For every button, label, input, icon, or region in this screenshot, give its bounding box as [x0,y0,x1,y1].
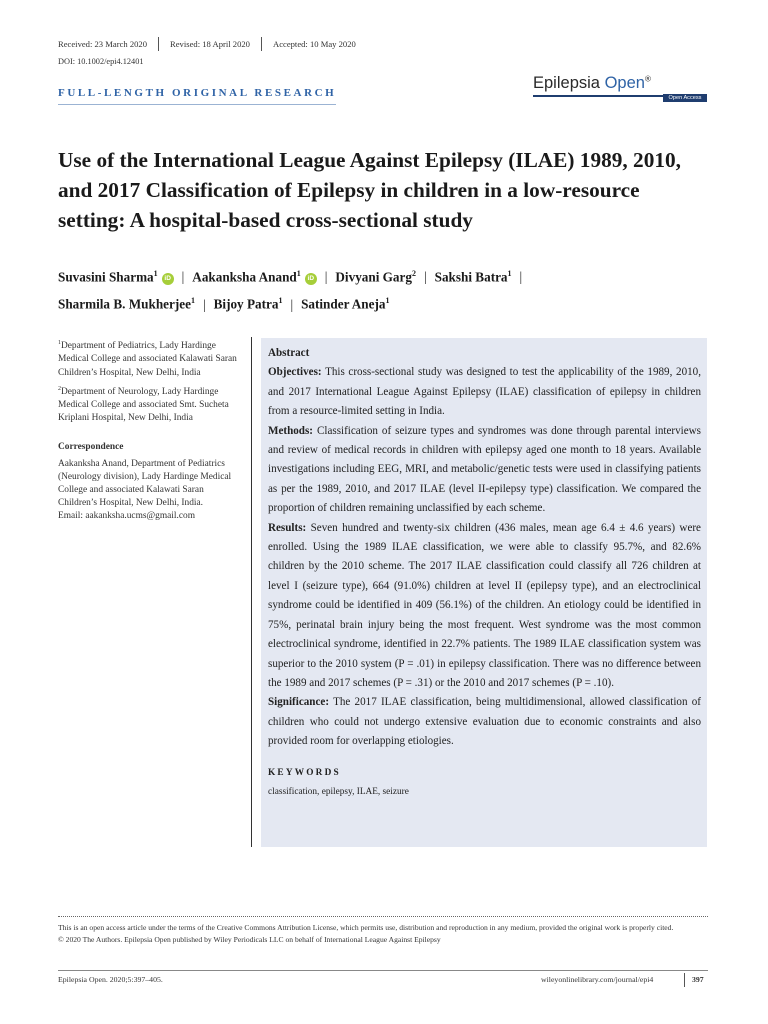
author-affiliation-number: 1 [278,296,283,306]
divider [261,37,262,51]
author-name[interactable]: Bijoy Patra [213,296,279,312]
journal-citation: Epilepsia Open. 2020;5:397–405. [58,975,163,984]
author-name[interactable]: Sharmila B. Mukherjee [58,296,191,312]
copyright-text: © 2020 The Authors. Epilepsia Open published by Wiley Periodicals LLC on behalf of International League Against Epilepsy [58,935,441,945]
author-separator: | [290,296,294,312]
correspondence-text: Aakanksha Anand, Department of Pediatrics (Neurology division), Lady Hardinge Medical College and associated Kalawati Saran Children’s Hospital, New Delhi, India. [58,458,232,509]
results-label: Results: [268,521,307,534]
footer-rule [58,970,708,971]
correspondence-email[interactable]: Email: aakanksha.ucms@gmail.com [58,511,195,522]
keywords-list: classification, epilepsy, ILAE, seizure [268,786,409,797]
author-name[interactable]: Suvasini Sharma [58,269,154,285]
author-affiliation-number: 2 [411,269,416,278]
abstract-significance [268,693,701,751]
abstract-objectives [268,363,701,421]
author-name[interactable]: Sakshi Batra [434,269,508,285]
license-text: This is an open access article under the terms of the Creative Commons Attribution License, which permits use, distribution and reproduction in any medium, provided the original work is properly cited. [58,923,674,932]
methods-label: Methods: [268,424,313,437]
abstract-results [268,519,701,694]
divider [158,37,159,51]
author-name[interactable]: Aakanksha Anand [192,269,297,285]
objectives-label: Objectives: [268,366,322,379]
author-separator: | [324,269,328,285]
page-number: 397 [692,975,704,984]
orcid-icon[interactable]: iD [162,273,174,285]
author-separator: | [423,269,427,285]
orcid-icon[interactable]: iD [305,273,317,285]
registered-mark: ® [644,74,651,84]
author-list [58,262,698,317]
revised-date: Revised: 18 April 2020 [170,39,250,49]
author-affiliation-number: 1 [190,296,195,306]
journal-url[interactable]: wileyonlinelibrary.com/journal/epi4 [541,975,654,984]
objectives-text: This cross-sectional study was designed to test the applicability of the 1989, 2010, and 2017 International League Against Epilepsy (ILAE) classification of epilepsy in children from a resource-limited setting in India. [268,366,701,418]
significance-text: The 2017 ILAE classification, being multidimensional, allowed classification of children who could not undergo extensive evaluation due to economic constraints and also provided room for overlapping etiologies. [268,696,701,748]
affiliation-text: Department of Pediatrics, Lady Hardinge Medical College and associated Kalawati Saran Children’s Hospital, New Delhi, India [58,341,237,378]
license-footnote [58,922,710,947]
journal-logo [533,74,651,93]
affiliations-column [58,337,244,527]
author-name[interactable]: Satinder Aneja [301,296,386,312]
author-affiliation-number: 1 [385,296,390,306]
affiliation-1 [58,337,244,380]
author-affiliation-number: 1 [296,269,301,278]
affiliation-text: Department of Neurology, Lady Hardinge Medical College and associated Smt. Sucheta Kriplani Hospital, New Delhi, India [58,386,229,424]
article-dates [58,37,356,51]
author-separator: | [202,296,206,312]
section-label: FULL-LENGTH ORIGINAL RESEARCH [58,87,336,105]
author-separator: | [181,269,185,285]
author-affiliation-number: 1 [153,269,158,278]
received-date: Received: 23 March 2020 [58,39,148,49]
correspondence-heading: Correspondence [58,442,124,453]
journal-name-part2: Open [604,74,645,92]
affiliation-number: 1 [58,340,61,346]
author-name[interactable]: Divyani Garg [335,269,412,285]
open-access-badge: Open Access [663,94,707,102]
significance-label: Significance: [268,696,330,709]
abstract-heading: Abstract [268,347,310,359]
doi[interactable]: DOI: 10.1002/epi4.12401 [58,57,144,66]
column-divider [251,337,252,847]
methods-text: Classification of seizure types and syndromes was done through parental interviews and review of medical records in children with epilepsy aged one month to 18 years. Available investigations including EEG, MRI, and metabolic/genetic tests were used in classifying patients as per the 1989, 2010, and 2017 ILAE (level II-epilepsy type) classification. We compared the proportion of children remaining unclassified by each scheme. [268,424,701,515]
abstract-box [261,338,707,847]
affiliation-number: 2 [58,385,61,392]
accepted-date: Accepted: 10 May 2020 [272,39,356,49]
article-title: Use of the International League Against Epilepsy (ILAE) 1989, 2010, and 2017 Classification of Epilepsy in children in a low-resource setting: A hospital-based cross-sectional study [58,148,681,232]
journal-name-part1: Epilepsia [533,74,600,92]
divider [684,973,685,987]
footnote-divider [58,916,708,917]
author-affiliation-number: 1 [507,269,512,278]
abstract-methods [268,422,701,519]
affiliation-2 [58,383,244,426]
results-text: Seven hundred and twenty-six children (436 males, mean age 6.4 ± 4.6 years) were enrolled. Using the 1989 ILAE classification, we were able to classify 95.7%, and 82.6% children by the 2010 scheme. The 2017 ILAE classification could classify all 726 children at level I (seizure type), 664 (91.0%) children at level II (epilepsy type), and an electroclinical syndrome could be identified in 409 (56.1%) of the children. An etiology could be identified in 75%, perinatal brain injury being the most frequent. West syndrome was the most common electroclinical syndrome, identified in 22.7% patients. The 1989 ILAE classification system was superior to the 2010 system (P = .01) in epilepsy classification. There was no difference between the 1989 and 2017 schemes (P = .31) or the 2010 and 2017 schemes (P = .10). [268,521,701,689]
author-separator: | [519,269,523,285]
keywords-heading: KEYWORDS [268,767,341,778]
